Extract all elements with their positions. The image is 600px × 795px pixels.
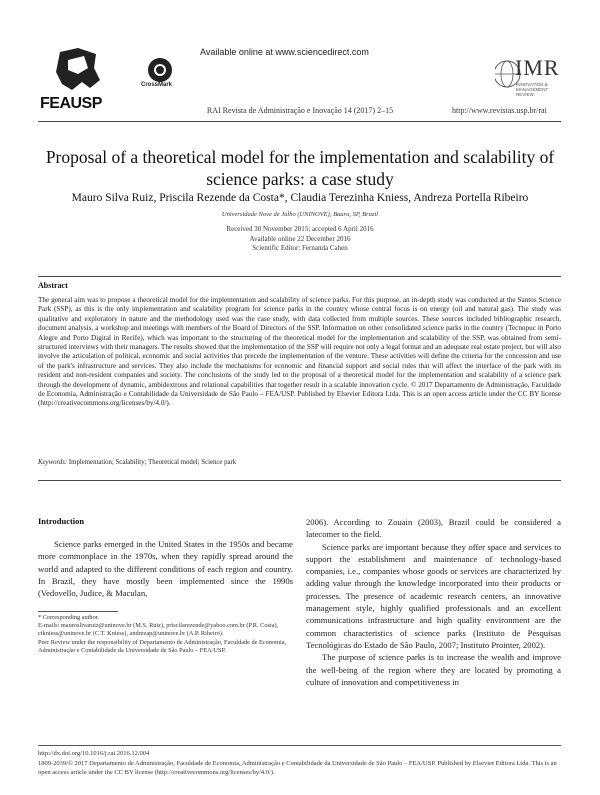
article-title: Proposal of a theoretical model for the implementation and scalability of science parks: a case study: [45, 147, 555, 189]
crossmark-icon[interactable]: [148, 58, 172, 82]
peer-review-note: Peer Review under the responsibility of Departamento de Administração, Faculdade de Economia, Administração e Contabilidade da Universidade de São Paulo – FEA/USP.: [38, 638, 287, 654]
introduction-heading: Introduction: [38, 516, 85, 526]
header-divider: [38, 121, 561, 122]
keywords-list: Implementation; Scalability; Theoretical model; Science park: [68, 459, 237, 466]
imr-logo-text: IMR: [515, 55, 560, 80]
keywords-line: [38, 459, 236, 466]
author-emails: E-mails: mauroslivaruiz@uninove.br (M.S. Ruiz), priscilarezende@yahoo.com.br (P.R. Costa), ctkniess@uninove.br (C.T. Kniess), andrezap@uninove.br (A.P. Ribeiro).: [38, 622, 279, 638]
keywords-label: Keywords:: [38, 459, 68, 466]
fea-usp-logo-text: FEAUSP: [40, 95, 102, 112]
abstract-text: The general aim was to propose a theoretical model for the implementation and scalability of science parks. For this purpose, an in-depth study was conducted at the Santos Science Park (SSP), as this is the only implementation and scalability program for science parks in the country whose central focus is on energy (oil and natural gas). The study was qualitative and exploratory in nature and the methodology used was the case study, with data collected from multiple sources. These sources included bibliographic research, document analysis, a workshop and meetings with members of the Board of Directors of the SSP. Information on other consolidated science parks in the country (Tecnopuc in Porto Alegre and Porto Digital in Recife), which was important to the structuring of the theoretical model for the implementation and scalability of the SSP, was obtained from semi-structured interviews with their managers. The results showed that the implementation of the SSP will require not only a legal format and an adequate real estate project, but will also involve the articulation of political, economic and social activities that precede the implementation of the venture. These activities will define the criteria for the concession and use of the park's infrastructure and services. They also include the mechanisms for economic and financial support and social rules that will affect the interface of the park with its resident and non-resident companies and society. The conclusions of the study led to the proposal of a theoretical model for the implementation and scalability of a science park through the development of dynamic, ambidextrous and relational capabilities that together result in a scalable innovation cycle.: [38, 296, 561, 389]
doi-link[interactable]: http://dx.doi.org/10.1016/j.rai.2016.12.004: [38, 750, 150, 757]
journal-reference: RAI Revista de Administração e Inovação 14 (2017) 2–15: [206, 106, 394, 115]
scientific-editor: Scientific Editor: Fernanda Cahen: [252, 244, 348, 252]
footer-divider: [38, 745, 561, 746]
available-date: Available online 22 December 2016: [249, 234, 351, 243]
abstract-heading: Abstract: [38, 281, 68, 290]
footer-copyright: 1809-2039/© 2017 Departamento de Administração, Faculdade de Economia, Administração e Contabilidade da Universidade de São Paulo – FEA/USP. Published by Elsevier Editora Ltda. This is an open access article under the CC BY license (http://creativecommons.org/licenses/by/4.0/).: [38, 760, 557, 776]
abstract-top-divider: [38, 276, 561, 277]
intro-paragraph-2: Science parks are important because they offer space and services to support the establishment and maintenance of technology-based companies, i.e., companies whose goods or services are characterized by adding value through the knowledge incorporated into their products or processes. The presence of academic research centers, an innovative management style, highly qualified professionals and an excellent communications infrastructure and high quality environment are the common characteristics of science parks (Instituto de Pesquisas Tecnológicas do Estado de São Paulo, 2007; Instituto Prointer, 2002).: [306, 541, 561, 650]
corresponding-author-note: * Corresponding author.: [38, 614, 100, 621]
intro-paragraph-1-continued: 2006). According to Zouain (2003), Brazil could be considered a latecomer to the field.: [306, 517, 561, 540]
available-online-text: Available online at www.sciencedirect.com: [200, 47, 369, 57]
journal-url-link[interactable]: http://www.revistas.usp.br/rai: [452, 106, 547, 115]
footnotes: [38, 614, 298, 655]
abstract-bottom-divider: [38, 480, 561, 481]
imr-logo-subtitle: INNOVATION & MANAGEMENT REVIEW: [516, 82, 549, 97]
abstract-body: [38, 296, 561, 409]
intro-paragraph-3: The purpose of science parks is to increase the wealth and improve the well-being of the region where they are located by promoting a culture of innovation and competitiveness in: [306, 652, 561, 687]
left-column-text: [38, 538, 293, 599]
abstract-copyright: © 2017 Departamento de Administração, Faculdade de Economia, Administração e Contabilidade da Universidade de São Paulo – FEA/USP. Published by Elsevier Editora Ltda. This is an open access article under the CC BY license (http://creativecommons.org/licenses/by/4.0/).: [38, 380, 562, 408]
article-dates: [40, 225, 560, 254]
intro-paragraph-1: Science parks emerged in the United States in the 1950s and became more commonplace in the 1970s, when they rapidly spread around the world and adapted to the different conditions of each region and country. In Brazil, they have mostly been implemented since the 1990s (Vedovello, Judice, & Maculan,: [38, 539, 293, 599]
crossmark-label: CrossMark: [141, 82, 173, 88]
authors-line: Mauro Silva Ruiz, Priscila Rezende da Costa*, Claudia Terezinha Kniess, Andreza Portella Ribeiro: [71, 192, 529, 204]
affiliation: Universidade Nove de Julho (UNINOVE), Bauru, SP, Brazil: [221, 211, 379, 218]
right-column-text: [306, 516, 561, 688]
footnote-divider: [38, 611, 118, 612]
received-date: Received 30 November 2015; accepted 6 April 2016: [226, 225, 374, 233]
